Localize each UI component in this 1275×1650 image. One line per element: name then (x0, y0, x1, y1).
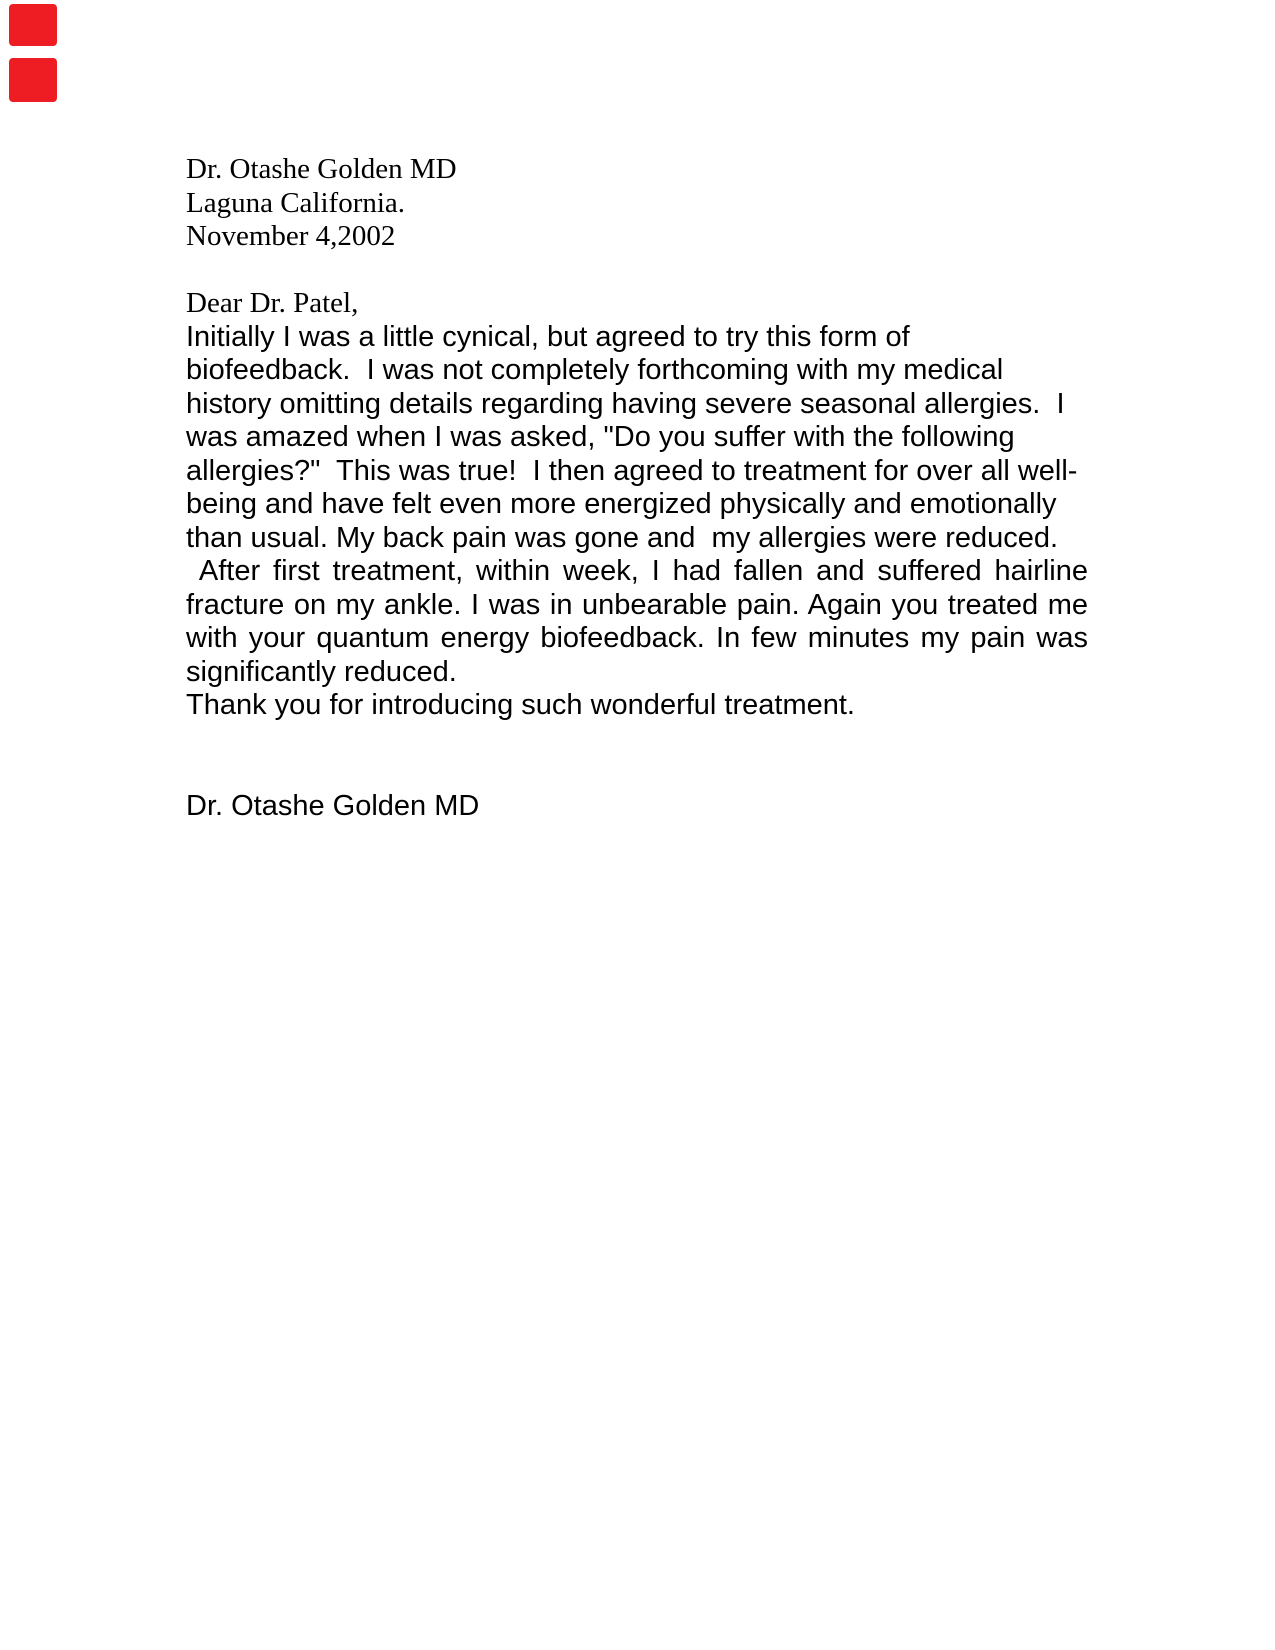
body-line: biofeedback. I was not completely forthcoming with my medical (186, 354, 1004, 386)
body-line: significantly reduced. (186, 655, 457, 688)
body-line: Thank you for introducing such wonderful treatment. (186, 689, 855, 721)
blank-line (186, 254, 1088, 288)
signature-line: Dr. Otashe Golden MD (186, 789, 480, 822)
body-line: fracture on my ankle. I was in unbearable pain. Again you treated me (186, 588, 1088, 621)
body-line: with your quantum energy biofeedback. In few minutes my pain was (186, 622, 1088, 654)
sender-line: Dr. Otashe Golden MD (186, 153, 457, 185)
red-scan-mark-top (9, 4, 57, 46)
blank-line (186, 756, 1088, 790)
body-line: than usual. My back pain was gone and my allergies were reduced. (186, 521, 1059, 554)
location-line: Laguna California. (186, 186, 406, 219)
body-line: history omitting details regarding having severe seasonal allergies. I (186, 387, 1065, 420)
blank-line (186, 723, 1088, 757)
body-line: After first treatment, within week, I had fallen and suffered hairline (186, 555, 1089, 587)
letter-document (186, 153, 1088, 823)
body-line: Initially I was a little cynical, but agreed to try this form of (186, 320, 910, 353)
red-scan-mark-bottom (9, 58, 57, 102)
date-line: November 4,2002 (186, 220, 396, 252)
body-line: was amazed when I was asked, "Do you suffer with the following (186, 421, 1015, 453)
body-line: being and have felt even more energized physically and emotionally (186, 488, 1057, 520)
body-line: allergies?" This was true! I then agreed to treatment for over all well- (186, 454, 1078, 487)
salutation-line: Dear Dr. Patel, (186, 287, 359, 319)
